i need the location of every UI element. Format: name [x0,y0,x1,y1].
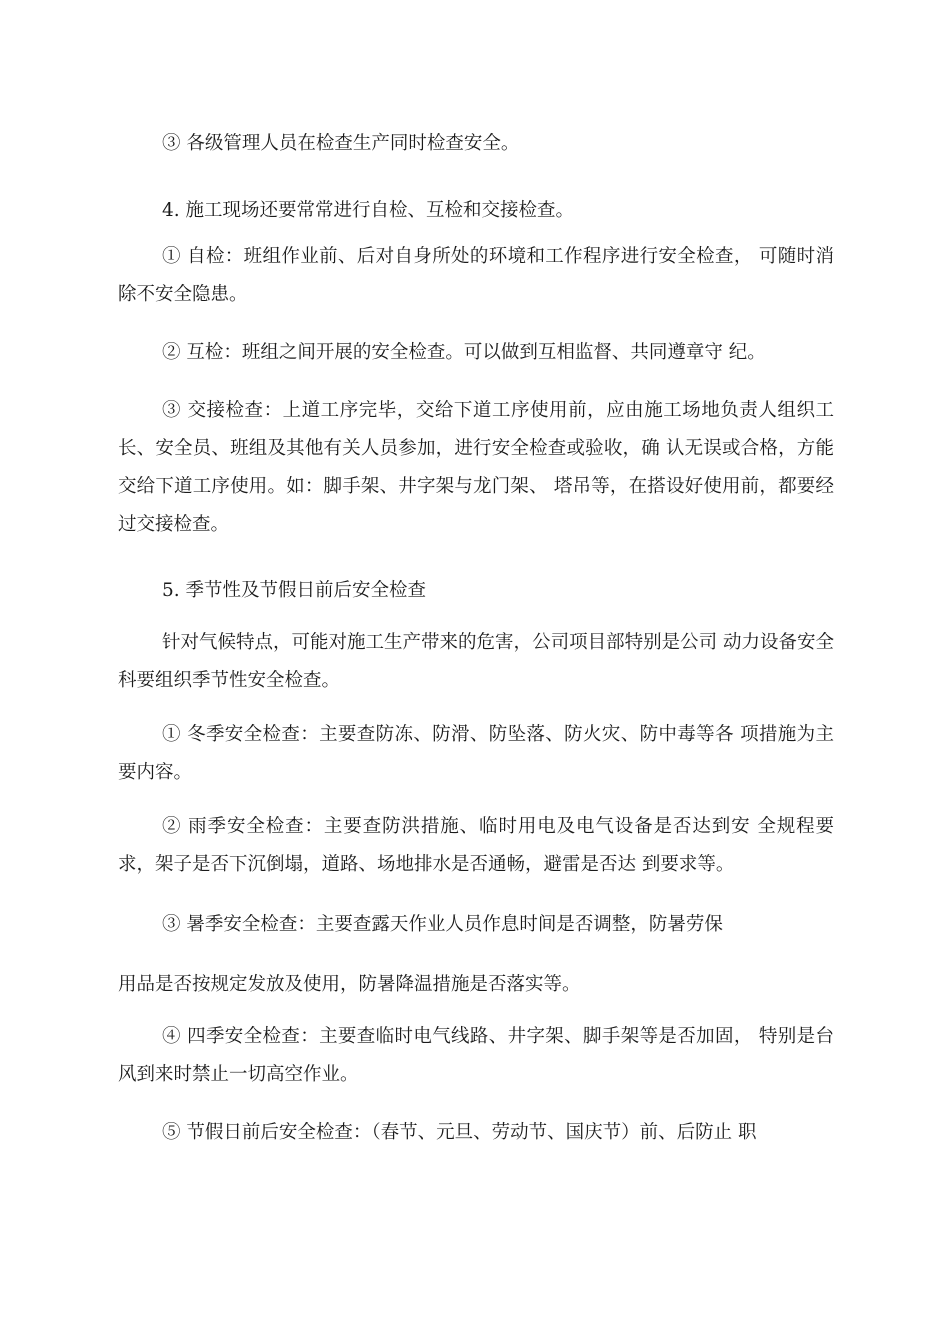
paragraph-mutual-check: ② 互检：班组之间开展的安全检查。可以做到互相监督、共同遵章守 纪。 [162,342,766,363]
paragraph-summer-check: ③ 暑季安全检查：主要查露天作业人员作息时间是否调整，防暑劳保 [162,914,723,935]
paragraph-self-check: ① 自检：班组作业前、后对自身所处的环境和工作程序进行安全检查， 可随时消除不安全隐患。 [118,246,834,305]
heading-site-self-check: 4. 施工现场还要常常进行自检、互检和交接检查。 [162,200,575,221]
paragraph-holiday-check: ⑤ 节假日前后安全检查：（春节、元旦、劳动节、国庆节）前、后防止 职 [162,1122,757,1143]
paragraph-four-seasons-check: ④ 四季安全检查：主要查临时电气线路、井字架、脚手架等是否加固， 特别是台风到来时禁止一切高空作业。 [118,1026,834,1085]
paragraph-summer-check-continued: 用品是否按规定发放及使用，防暑降温措施是否落实等。 [118,974,581,995]
heading-seasonal-check: 5. 季节性及节假日前后安全检查 [162,580,427,601]
paragraph-seasonal-intro: 针对气候特点，可能对施工生产带来的危害，公司项目部特别是公司 动力设备安全科要组织季节性安全检查。 [118,632,834,691]
paragraph-winter-check: ① 冬季安全检查：主要查防冻、防滑、防坠落、防火灾、防中毒等各 项措施为主要内容。 [118,724,834,783]
paragraph-rainy-check: ② 雨季安全检查：主要查防洪措施、临时用电及电气设备是否达到安 全规程要求，架子是否下沉倒塌，道路、场地排水是否通畅，避雷是否达 到要求等。 [118,816,834,875]
paragraph-management-check: ③ 各级管理人员在检查生产同时检查安全。 [162,133,520,154]
paragraph-handover-check: ③ 交接检查：上道工序完毕，交给下道工序使用前，应由施工场地负责人组织工长、安全员、班组及其他有关人员参加，进行安全检查或验收，确 认无误或合格，方能交给下道工序使用。如：脚手架、井字架与龙门架、 塔吊等，在搭设好使用前，都要经过交接检查。 [118,400,834,535]
